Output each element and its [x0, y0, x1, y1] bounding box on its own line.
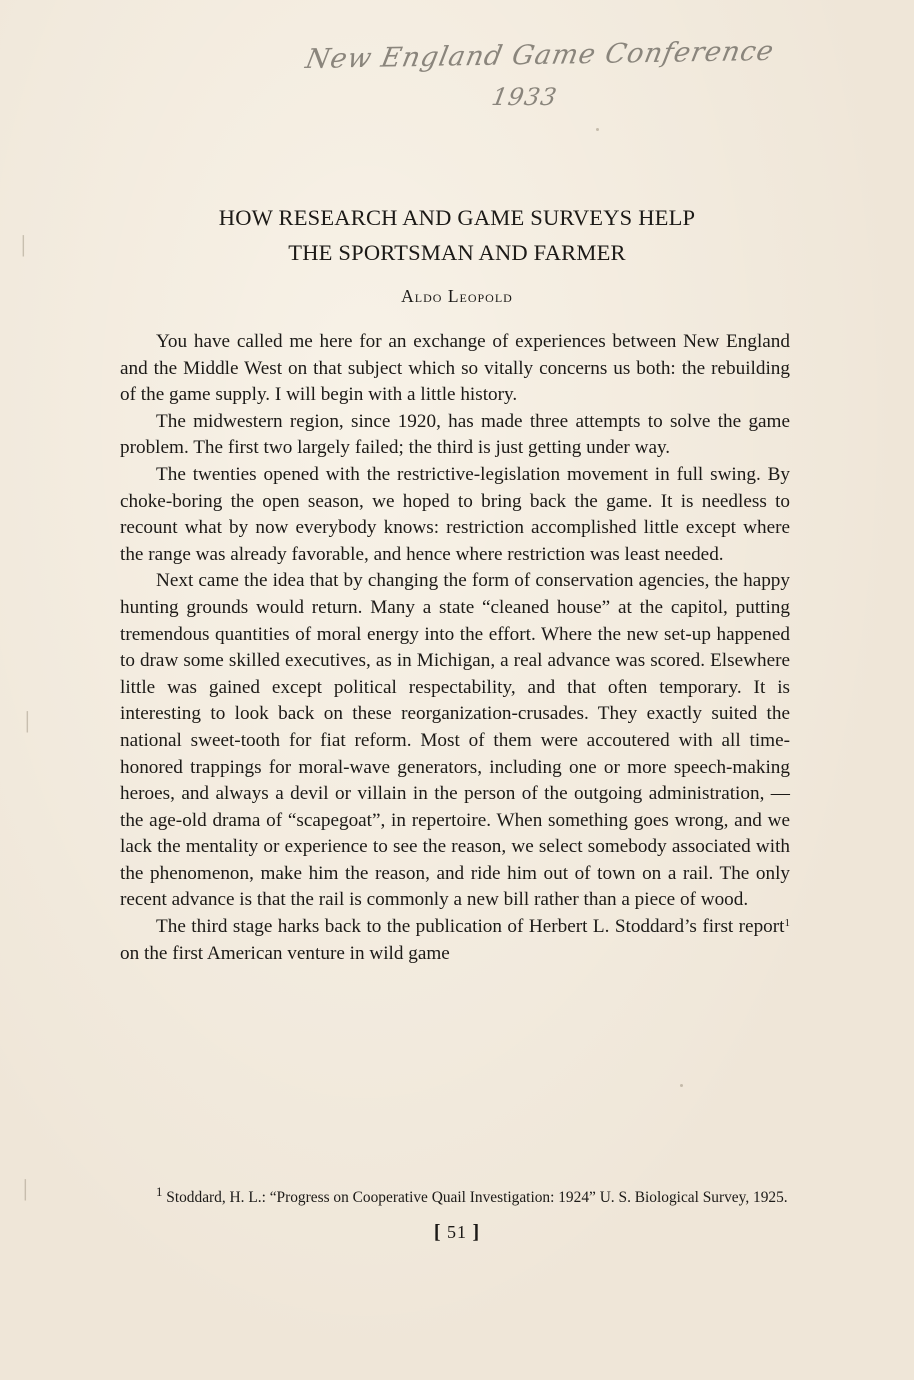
page-number	[0, 1221, 914, 1244]
page-number-right-bracket: ]	[472, 1221, 481, 1243]
handwritten-note-year: 1933	[489, 83, 560, 111]
footnote	[120, 1180, 790, 1210]
paragraph-3: The twenties opened with the restrictive-legislation movement in full swing. By choke-boring the open season, we hoped to bring back the game. It is needless to recount what by now everybody knows: restriction accomplished little except where the range was already favorable, and hence where restriction was least needed.	[120, 463, 790, 565]
margin-blemish: │	[22, 712, 33, 733]
paper-speck	[680, 1084, 683, 1087]
margin-blemish: │	[18, 236, 29, 257]
article-title-line1: HOW RESEARCH AND GAME SURVEYS HELP	[218, 205, 696, 230]
article-body	[120, 329, 790, 967]
paragraph-2: The midwestern region, since 1920, has made three attempts to solve the game problem. The first two largely failed; the third is just getting under way.	[120, 410, 790, 459]
footnote-marker: 1	[156, 1185, 163, 1199]
paragraph-5-continuation: on the first American venture in wild game	[120, 942, 450, 964]
paragraph-1: You have called me here for an exchange of experiences between New England and the Middle West on that subject which so vitally concerns us both: the rebuilding of the game supply. I will begin with a little history.	[120, 331, 790, 406]
handwritten-annotation	[302, 35, 806, 111]
author-byline: Aldo Leopold	[401, 286, 513, 306]
paragraph-4: Next came the idea that by changing the form of conservation agencies, the happy hunting grounds would return. Many a state “cleaned house” at the capitol, putting tremendous quantities of moral energy into the effort. Where the new set-up happened to draw some skilled executives, as in Michigan, a real advance was scored. Elsewhere little was gained except political respectability, and that often temporary. It is interesting to look back on these reorganization-crusades. They exactly suited the national sweet-tooth for fiat reform. Most of them were accoutered with all time-honored trappings for moral-wave generators, including one or more speech-making heroes, and always a devil or villain in the person of the outgoing administration, — the age-old drama of “scapegoat”, in repertoire. When something goes wrong, and we lack the mentality or experience to see the reason, we select somebody associated with the phenomenon, make him the reason, and ride him out of town on a rail. The only recent advance is that the rail is commonly a new bill rather than a piece of wood.	[120, 570, 790, 911]
page-number-left-bracket: [	[433, 1221, 442, 1243]
paragraph-5-text: The third stage harks back to the publication of Herbert L. Stoddard’s first report	[156, 916, 785, 938]
paragraph-5	[120, 914, 790, 967]
handwritten-note-line1: New England Game Conference	[302, 35, 777, 75]
paper-speck	[596, 128, 599, 131]
margin-blemish: │	[20, 1180, 31, 1201]
footnote-text: Stoddard, H. L.: “Progress on Cooperative Quail Investigation: 1924” U. S. Biological Survey, 1925.	[162, 1189, 788, 1207]
footnote-reference: 1	[784, 917, 790, 930]
article-title-line2: THE SPORTSMAN AND FARMER	[288, 240, 626, 265]
page-number-value: 51	[447, 1222, 467, 1242]
